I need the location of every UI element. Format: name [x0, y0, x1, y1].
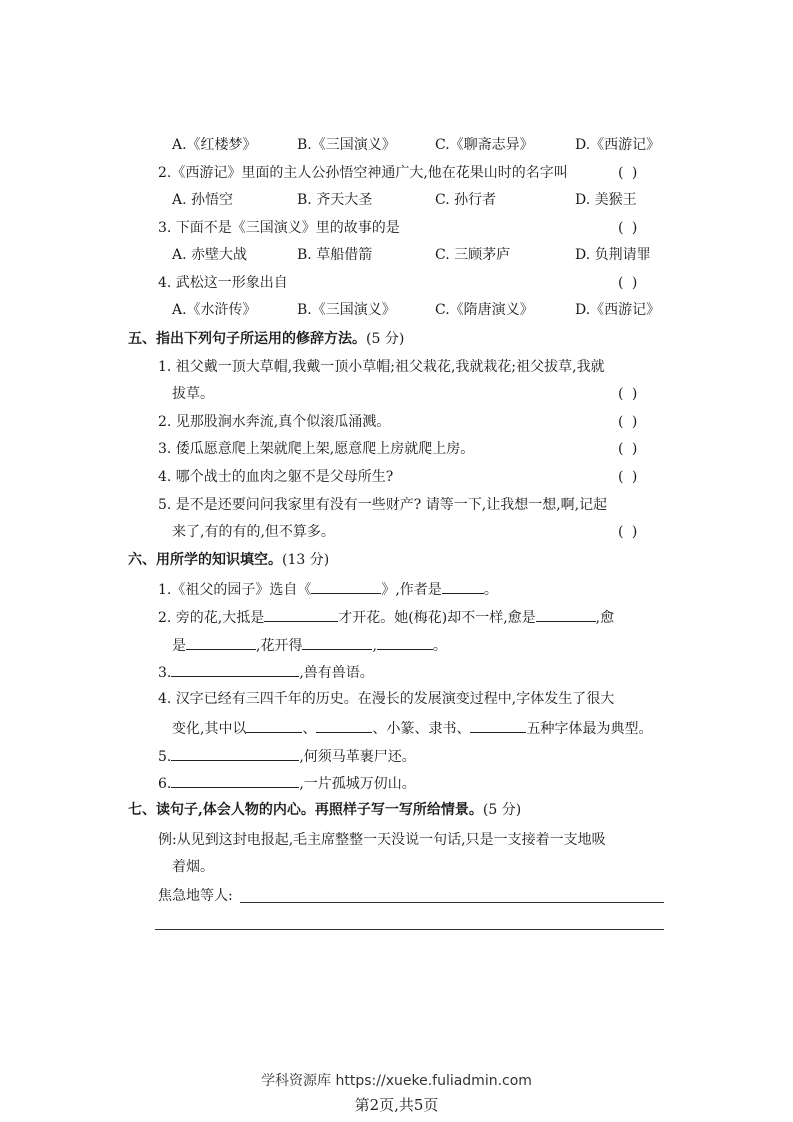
s5-item2: 2. 见那股涧水奔流,真个似滚瓜涌溅。 [158, 414, 391, 430]
s6-q1 [158, 578, 498, 600]
q2-stem: 2.《西游记》里面的主人公孙悟空神通广大,他在花果山时的名字叫 [158, 165, 568, 181]
section6-score: (13 分) [282, 552, 330, 568]
q4-stem: 4. 武松这一形象出自 [158, 275, 288, 291]
s5-item5-line1: 5. 是不是还要问问我家里有没有一些财产? 请等一下,让我想一想,啊,记起 [158, 497, 608, 513]
s5-item3: 3. 倭瓜愿意爬上架就爬上架,愿意爬上房就爬上房。 [158, 441, 475, 457]
s5-item4: 4. 哪个战士的血肉之躯不是父母所生? [158, 469, 394, 485]
s6-q4-blank2[interactable] [316, 717, 372, 733]
s5-item1-line2: 拔草。 [172, 386, 214, 402]
s5-item5-paren[interactable]: ( ) [618, 524, 640, 540]
s6-q2-blank5[interactable] [377, 634, 433, 650]
q2-option-c: C. 孙行者 [435, 192, 497, 208]
q4-answer-paren[interactable]: ( ) [618, 275, 640, 291]
s6-q6-blank[interactable] [171, 772, 299, 788]
s6-q1-part2: 》,作者是 [381, 582, 442, 598]
s6-q2-l2a: 是 [172, 638, 186, 654]
q3-option-a: A. 赤壁大战 [172, 247, 248, 263]
s5-item1-paren[interactable]: ( ) [618, 386, 640, 402]
s6-q5 [158, 745, 416, 767]
s6-q4-blank3[interactable] [470, 717, 526, 733]
s6-q2-line1 [158, 606, 614, 628]
s6-q3-part2: ,兽有兽语。 [299, 665, 374, 681]
section7-title-text: 七、读句子,体会人物的内心。再照样子写一写所给情景。 [128, 802, 483, 818]
q4-option-d: D.《西游记》 [575, 302, 661, 318]
q3-option-d: D. 负荆请罪 [575, 247, 651, 263]
s5-item4-paren[interactable]: ( ) [618, 469, 640, 485]
q4-option-a: A.《水浒传》 [172, 302, 257, 318]
q1-option-d: D.《西游记》 [575, 137, 661, 153]
s7-example-line1: 例:从见到这封电报起,毛主席整整一天没说一句话,只是一支接着一支地吸 [158, 832, 606, 848]
s6-q4-l2c: 、小篆、隶书、 [372, 721, 471, 737]
q3-stem: 3. 下面不是《三国演义》里的故事的是 [158, 220, 400, 236]
s6-q2-blank3[interactable] [186, 634, 256, 650]
section7-score: (5 分) [482, 802, 522, 818]
s6-q3-part1: 3. [158, 665, 172, 681]
s7-example-line2: 着烟。 [172, 859, 214, 875]
footer-site-text: 学科资源库 https://xueke.fuliadmin.com [261, 1073, 532, 1089]
s6-q1-blank1[interactable] [311, 578, 381, 594]
s6-q6-part1: 6. [158, 776, 172, 792]
s6-q2-blank1[interactable] [264, 606, 338, 622]
q1-option-b: B.《三国演义》 [297, 137, 396, 153]
s5-item3-paren[interactable]: ( ) [618, 441, 640, 457]
s6-q1-blank2[interactable] [442, 578, 484, 594]
s6-q3-blank[interactable] [171, 661, 299, 677]
q2-answer-paren[interactable]: ( ) [618, 165, 640, 181]
s6-q4-blank1[interactable] [246, 717, 302, 733]
q3-option-b: B. 草船借箭 [297, 247, 373, 263]
s6-q2-l2c: , [372, 638, 377, 654]
s6-q4-l2d: 五种字体最为典型。 [526, 721, 653, 737]
s6-q2-blank4[interactable] [302, 634, 372, 650]
s7-prompt: 焦急地等人: [158, 888, 233, 904]
q4-option-c: C.《隋唐演义》 [435, 302, 534, 318]
page-number: 第2页,共5页 [354, 1096, 439, 1114]
s6-q4-line2 [172, 717, 652, 739]
q2-option-b: B. 齐天大圣 [297, 192, 373, 208]
s5-item1-line1: 1. 祖父戴一顶大草帽,我戴一顶小草帽;祖父栽花,我就栽花;祖父拔草,我就 [158, 359, 605, 375]
s6-q2-part3: ,愈 [595, 610, 615, 626]
q2-option-a: A. 孙悟空 [172, 192, 234, 208]
s6-q1-part3: 。 [483, 582, 498, 598]
s6-q2-part2: 才开花。她(梅花)却不一样,愈是 [338, 610, 536, 626]
section6-title-text: 六、用所学的知识填空。 [128, 552, 282, 568]
section7-title [128, 800, 521, 820]
s6-q2-line2 [172, 634, 447, 656]
s6-q5-part2: ,何须马革裹尸还。 [299, 749, 416, 765]
s6-q5-blank[interactable] [171, 745, 299, 761]
q3-answer-paren[interactable]: ( ) [618, 220, 640, 236]
section5-score: (5 分) [366, 331, 405, 347]
s6-q2-l2b: ,花开得 [256, 638, 303, 654]
q2-option-d: D. 美猴王 [575, 192, 637, 208]
q1-option-a: A.《红楼梦》 [172, 137, 257, 153]
section5-title-text: 五、指出下列句子所运用的修辞方法。 [128, 331, 366, 347]
s6-q2-blank2[interactable] [536, 606, 596, 622]
section5-title [128, 329, 404, 349]
q4-option-b: B.《三国演义》 [297, 302, 396, 318]
section6-title [128, 550, 329, 570]
s7-answer-line1[interactable] [240, 902, 664, 903]
s6-q4-l2a: 变化,其中以 [172, 721, 247, 737]
q1-option-c: C.《聊斋志异》 [435, 137, 534, 153]
s6-q3 [158, 661, 374, 683]
s6-q6-part2: ,一片孤城万仞山。 [299, 776, 416, 792]
s6-q2-l2d: 。 [432, 638, 447, 654]
s6-q4-line1: 4. 汉字已经有三四千年的历史。在漫长的发展演变过程中,字体发生了很大 [158, 691, 615, 707]
s6-q5-part1: 5. [158, 749, 172, 765]
s6-q4-l2b: 、 [302, 721, 317, 737]
s6-q6 [158, 772, 416, 794]
s5-item5-line2: 来了,有的有的,但不算多。 [172, 524, 335, 540]
s5-item2-paren[interactable]: ( ) [618, 414, 640, 430]
s6-q1-part1: 1.《祖父的园子》选自《 [158, 582, 312, 598]
q3-option-c: C. 三顾茅庐 [435, 247, 511, 263]
s6-q2-part1: 2. 旁的花,大抵是 [158, 610, 265, 626]
s7-answer-line2[interactable] [155, 929, 664, 930]
